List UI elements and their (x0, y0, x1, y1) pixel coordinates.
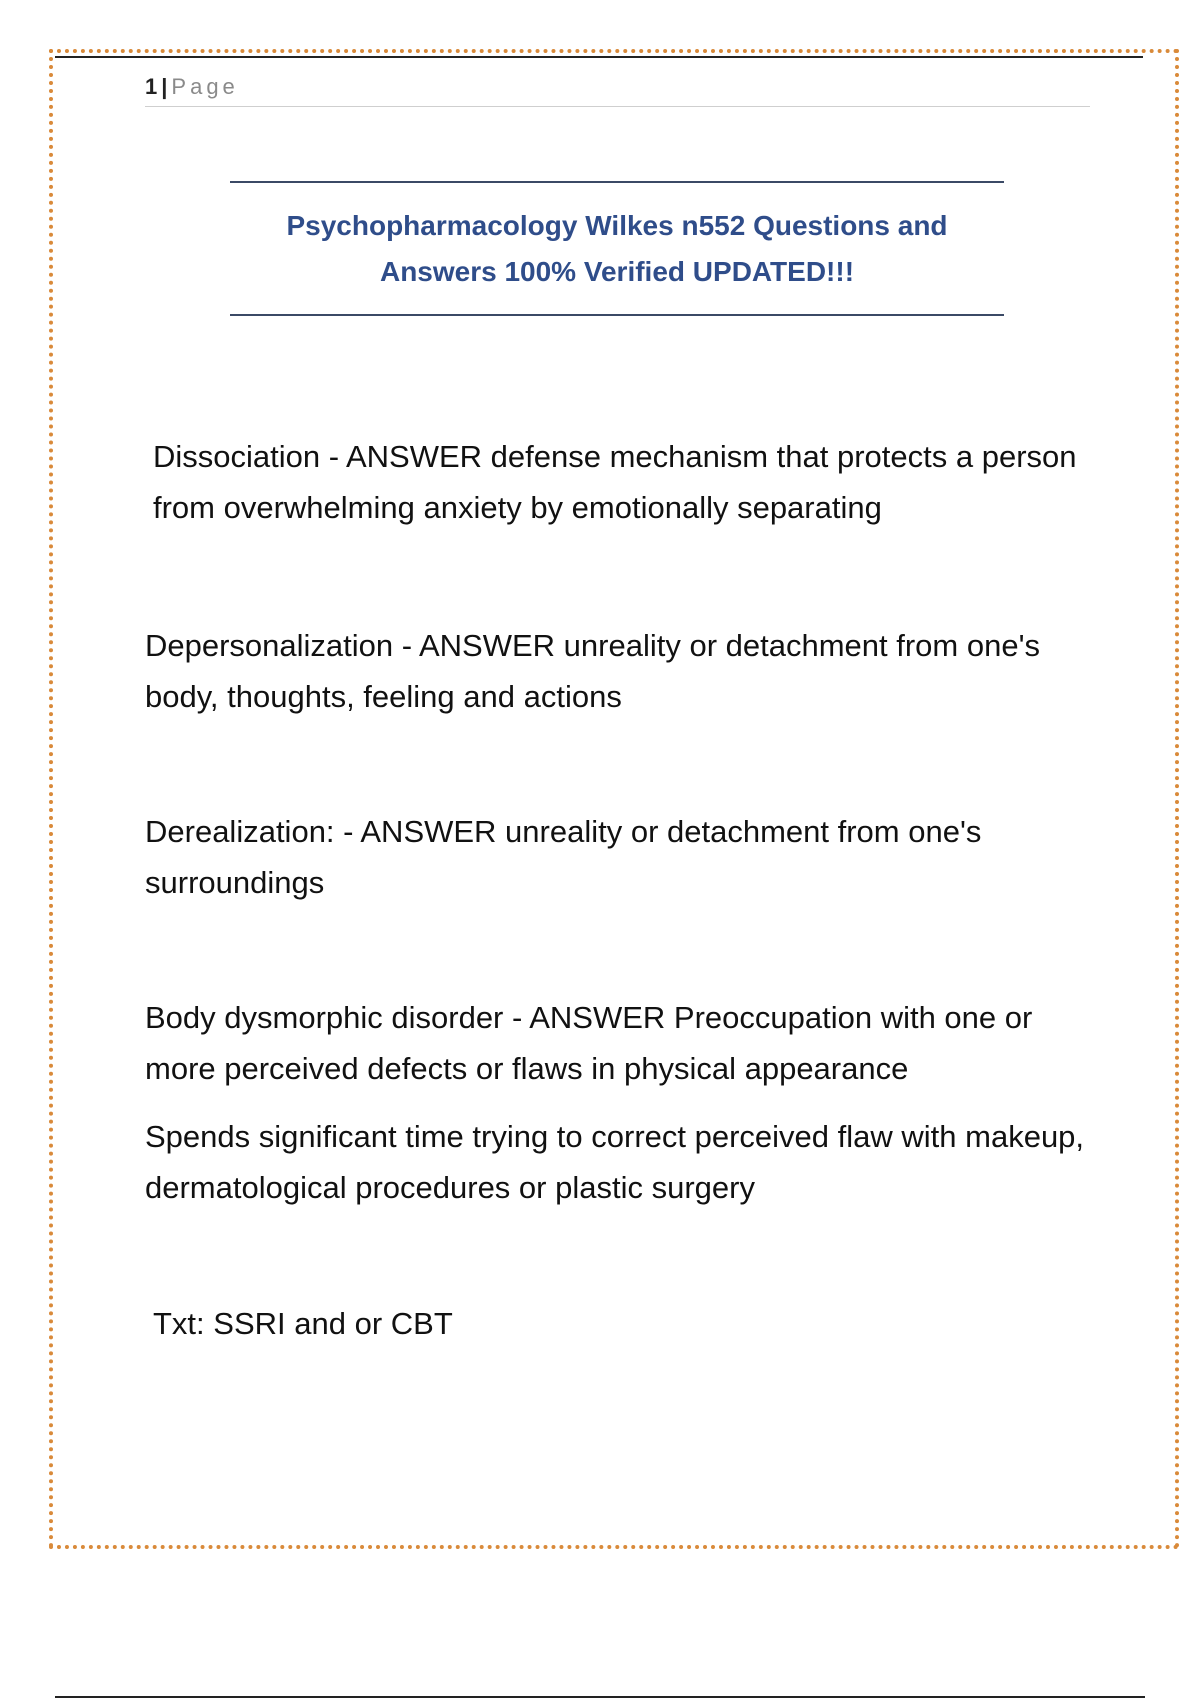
document-title: Psychopharmacology Wilkes n552 Questions and Answers 100% Verified UPDATED!!! (286, 209, 948, 287)
entry-body-dysmorphic-detail: Spends significant time trying to correct perceived flaw with makeup, dermatological procedures or plastic surgery (145, 1119, 1085, 1205)
page-word: Page (171, 74, 239, 99)
page-separator: | (161, 74, 168, 99)
page-header (145, 74, 1090, 107)
entry-treatment: Txt: SSRI and or CBT (153, 1306, 453, 1341)
top-rule (55, 56, 1143, 58)
entry-body-dysmorphic-disorder: Body dysmorphic disorder - ANSWER Preoccupation with one or more perceived defects or flaws in physical appearance (145, 1000, 1033, 1086)
entry-derealization: Derealization: - ANSWER unreality or detachment from one's surroundings (145, 814, 982, 900)
page-number: 1 (145, 74, 158, 99)
bottom-rule (55, 1696, 1145, 1698)
entry-depersonalization: Depersonalization - ANSWER unreality or detachment from one's body, thoughts, feeling and actions (145, 628, 1040, 714)
title-block (230, 181, 1004, 316)
entry-dissociation: Dissociation - ANSWER defense mechanism that protects a person from overwhelming anxiety by emotionally separating (153, 439, 1077, 525)
